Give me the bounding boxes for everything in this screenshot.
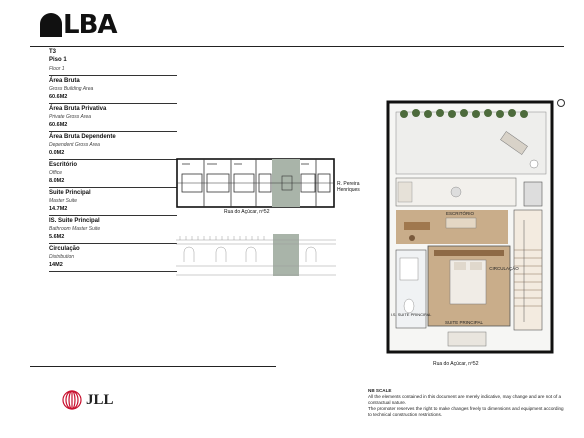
spec-row (49, 104, 177, 132)
room-label-suite: SUITE PRINCIPAL (445, 320, 483, 325)
floor-plan (386, 100, 554, 355)
notes-title: NB SCALE (368, 388, 392, 393)
disclaimer-notes (368, 388, 564, 418)
spec-label: Área Bruta Privativa (49, 106, 107, 112)
spec-sub: Bathroom Master Suite (49, 226, 101, 232)
spec-value: 0.0M2 (49, 150, 65, 156)
spec-row (49, 160, 177, 188)
spec-label: Suite Principal (49, 190, 91, 196)
spec-row (49, 216, 177, 244)
spec-value: 14.7M2 (49, 206, 68, 212)
spec-sub: Dependent Gross Area (49, 142, 100, 148)
spec-row (49, 188, 177, 216)
spec-sub: Office (49, 170, 63, 176)
arch-icon (40, 13, 62, 37)
key-plan-street-label: R. Pereira Henriques (337, 181, 360, 193)
spec-sub: Private Gross Area (49, 114, 92, 120)
note-line: The promoter reserves the right to make changes freely to dimensions and equipment according to technical construction restrictions. (368, 406, 564, 417)
spec-sub: Gross Building Area (49, 86, 94, 92)
spec-label: T3 (49, 49, 57, 55)
spec-label: Área Bruta Dependente (49, 134, 116, 140)
spec-floor-en (49, 64, 177, 76)
north-arrow-icon (557, 99, 565, 107)
spec-row (49, 244, 177, 272)
building-key-plan (176, 158, 336, 208)
jll-mark-icon (62, 390, 82, 410)
spec-table (49, 48, 177, 272)
spec-floor (49, 56, 177, 64)
jll-logo (62, 390, 114, 410)
spec-value: 60.6M2 (49, 94, 68, 100)
jll-wordmark: JLL (86, 391, 114, 408)
building-elevation (176, 232, 336, 276)
spec-label: Piso 1 (49, 57, 67, 63)
note-line: All the elements contained in this document are merely indicative, may change and are not of a contractual nature. (368, 394, 562, 405)
spec-sub: Distribution (49, 254, 75, 260)
spec-label: Escritório (49, 162, 78, 168)
spec-row (49, 132, 177, 160)
spec-label: Circulação (49, 246, 80, 252)
key-plan-caption: Rua do Açúcar, nº52 (224, 209, 270, 215)
room-label-circulation: CIRCULAÇÃO (489, 266, 519, 271)
brand-name: LBA (63, 10, 117, 40)
room-label-office: ESCRITÓRIO (445, 211, 475, 216)
spec-sub: Floor 1 (49, 66, 65, 72)
spec-value: 5.6M2 (49, 234, 65, 240)
spec-value: 60.6M2 (49, 122, 68, 128)
footer-divider (30, 366, 276, 367)
spec-sub: Master Suite (49, 198, 78, 204)
room-label-bathroom: I.S. SUITE PRINCIPAL (390, 312, 432, 317)
spec-row (49, 76, 177, 104)
spec-label: IS. Suite Principal (49, 218, 100, 224)
spec-typology (49, 48, 177, 56)
spec-value: 8.0M2 (49, 178, 65, 184)
spec-value: 14M2 (49, 262, 63, 268)
brand-logo (40, 12, 117, 38)
floor-plan-caption: Rua do Açúcar, nº52 (433, 361, 479, 367)
header-divider (30, 46, 564, 47)
spec-label: Área Bruta (49, 78, 80, 84)
